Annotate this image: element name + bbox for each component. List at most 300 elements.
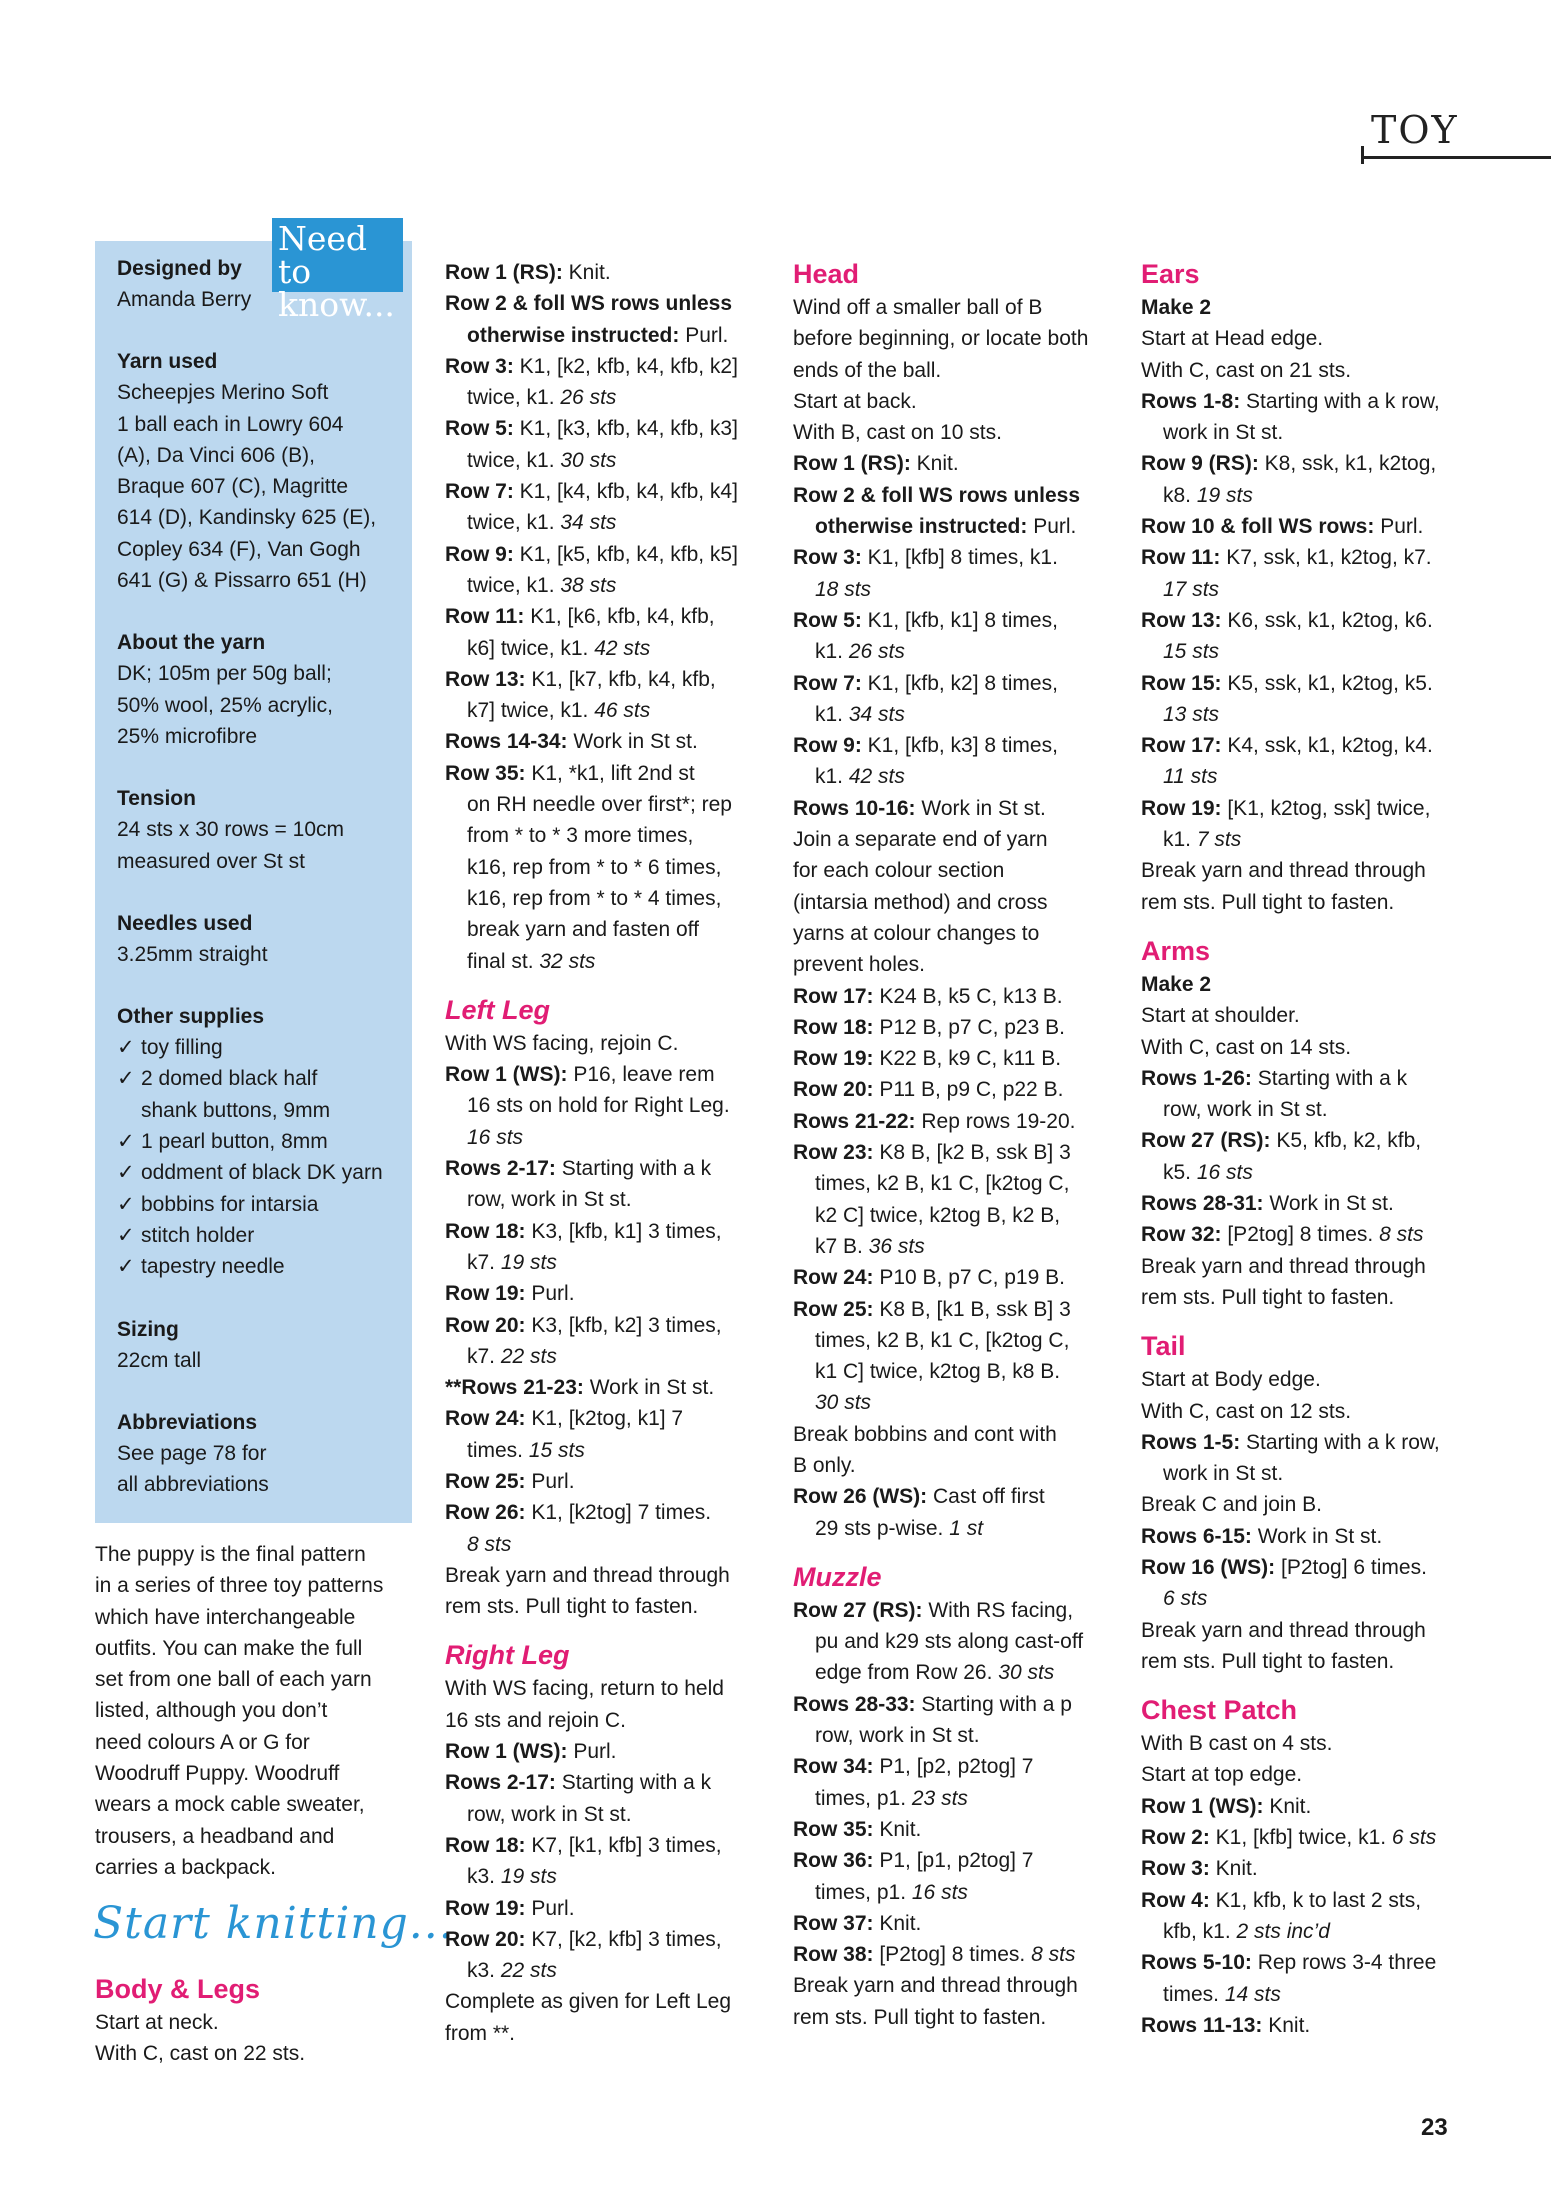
supply-text: stitch holder — [141, 1223, 255, 1247]
check-icon: ✓ — [117, 1223, 135, 1247]
row-label: Row 18: — [793, 1015, 874, 1039]
pattern-line — [793, 1751, 1133, 1782]
instruction-text: K1, [k7, kfb, k4, kfb, — [525, 667, 716, 691]
intro-line: which have interchangeable — [95, 1605, 356, 1629]
sidebar-text: 641 (G) & Pissarro 651 (H) — [117, 569, 367, 593]
instruction-text: twice, k1. — [467, 448, 561, 472]
row-label: Row 9: — [445, 542, 514, 566]
pattern-line — [1141, 1032, 1481, 1063]
supply-text: tapestry needle — [141, 1255, 285, 1279]
intro-line: trousers, a headband and — [95, 1824, 335, 1848]
pattern-line — [1141, 824, 1481, 855]
row-label: Row 1 (WS): — [445, 1740, 568, 1764]
instruction-text: K7, [k2, kfb] 3 times, — [525, 1927, 722, 1951]
pattern-line — [445, 1893, 785, 1924]
instruction-text: K1, [kfb, k2] 8 times, — [861, 671, 1058, 695]
pattern-line — [1141, 605, 1481, 636]
intro-line: Woodruff Puppy. Woodruff — [95, 1762, 340, 1786]
pattern-line — [1141, 1364, 1481, 1395]
instruction-text: k3. — [467, 1865, 501, 1889]
row-label: Row 35: — [445, 761, 526, 785]
pattern-line — [793, 1419, 1133, 1450]
pattern-line — [445, 476, 785, 507]
pattern-line — [793, 918, 1133, 949]
stitch-count: 22 sts — [500, 1959, 557, 1983]
pattern-line — [1141, 1552, 1481, 1583]
row-label: Row 7: — [793, 671, 862, 695]
instruction-text: Wind off a smaller ball of B — [793, 296, 1043, 319]
page-number: 23 — [1421, 2114, 1448, 2141]
pattern-line — [445, 1767, 785, 1798]
row-label: Row 18: — [445, 1219, 526, 1243]
instruction-text: Purl. — [525, 1282, 575, 1306]
pattern-line: With C, cast on 22 sts. — [95, 2042, 306, 2066]
supply-item — [117, 1126, 390, 1157]
pattern-line — [1141, 855, 1481, 886]
instruction-text: With WS facing, rejoin C. — [445, 1031, 679, 1055]
instruction-text: Purl. — [567, 1740, 617, 1764]
instruction-text: With C, cast on 12 sts. — [1141, 1399, 1352, 1423]
supply-item — [117, 1032, 390, 1063]
row-label: Row 10 & foll WS rows: — [1141, 515, 1375, 539]
section-spacer — [445, 1622, 785, 1638]
instruction-text: K8 B, [k2 B, ssk B] 3 — [873, 1141, 1071, 1165]
pattern-line — [793, 1783, 1133, 1814]
instruction-text: P11 B, p9 C, p22 B. — [873, 1078, 1064, 1102]
instruction-text: times, p1. — [815, 1786, 912, 1810]
row-label: Rows 11-13: — [1141, 2013, 1263, 2037]
row-label: Make 2 — [1141, 296, 1212, 319]
intro-line: wears a mock cable sweater, — [95, 1793, 365, 1817]
pattern-line — [793, 2002, 1133, 2033]
instruction-text: row, work in St st. — [467, 1188, 632, 1212]
row-label: Row 34: — [793, 1755, 874, 1779]
instruction-text: K1, [kfb] twice, k1. — [1209, 1826, 1392, 1850]
badge-line-2: know... — [278, 285, 395, 324]
instruction-text: k8. — [1163, 483, 1197, 507]
instruction-text: 29 sts p-wise. — [815, 1516, 950, 1540]
instruction-text: k1. — [1163, 828, 1197, 852]
pattern-line — [1141, 480, 1481, 511]
instruction-text: Purl. — [1374, 515, 1424, 539]
instruction-text: break yarn and fasten off — [467, 918, 699, 942]
stitch-count: 30 sts — [815, 1391, 872, 1415]
instruction-text: P12 B, p7 C, p23 B. — [873, 1015, 1065, 1039]
instruction-text: edge from Row 26. — [815, 1661, 999, 1685]
instruction-text: k7] twice, k1. — [467, 699, 595, 723]
pattern-line — [445, 1924, 785, 1955]
pattern-line — [445, 1705, 785, 1736]
pattern-line — [793, 1595, 1133, 1626]
instruction-text: Cast off first — [927, 1485, 1045, 1509]
pattern-line — [445, 1341, 785, 1372]
row-label: Row 1 (RS): — [445, 261, 563, 284]
instruction-text: K1, [kfb, k1] 8 times, — [861, 608, 1058, 632]
pattern-line — [793, 1106, 1133, 1137]
pattern-line — [793, 730, 1133, 761]
stitch-count: 30 sts — [998, 1661, 1055, 1685]
row-label: Row 19: — [445, 1896, 526, 1920]
instruction-text: Start at shoulder. — [1141, 1004, 1300, 1028]
section-heading-head: Head — [793, 259, 860, 289]
stitch-count: 36 sts — [868, 1234, 925, 1258]
row-label: Rows 28-31: — [1141, 1192, 1264, 1216]
pattern-line — [1141, 1615, 1481, 1646]
instruction-text: final st. — [467, 949, 540, 973]
pattern-line — [445, 2018, 785, 2049]
stitch-count: 26 sts — [560, 386, 617, 410]
instruction-text: Knit. — [873, 1911, 922, 1935]
pattern-line — [445, 570, 785, 601]
instruction-text: K1, [k5, kfb, k4, kfb, k5] — [513, 542, 738, 566]
row-label: Make 2 — [1141, 972, 1212, 996]
supply-text: 1 pearl button, 8mm — [141, 1130, 328, 1154]
instruction-text: K8, ssk, k1, k2tog, — [1258, 452, 1437, 476]
instruction-text: Work in St st. — [1263, 1192, 1394, 1216]
section-heading-left-leg: Left Leg — [445, 994, 550, 1025]
sidebar-block-other-supplies — [117, 1001, 390, 1282]
check-icon: ✓ — [117, 1161, 135, 1185]
row-label: Row 7: — [445, 480, 514, 504]
section-spacer — [1141, 918, 1481, 934]
row-label: Row 36: — [793, 1849, 874, 1873]
row-label: Row 26: — [445, 1501, 526, 1525]
sidebar-text: Amanda Berry — [117, 288, 252, 311]
instruction-text: Break yarn and thread through — [793, 1974, 1078, 1998]
instruction-text: k2 C] twice, k2tog B, k2 B, — [815, 1203, 1061, 1227]
pattern-line — [445, 695, 785, 726]
stitch-count: 2 sts inc’d — [1236, 1919, 1330, 1943]
instruction-text: k5. — [1163, 1160, 1197, 1184]
pattern-line — [793, 417, 1133, 448]
instruction-text: rem sts. Pull tight to fasten. — [793, 2005, 1047, 2029]
instruction-text: Start at Head edge. — [1141, 327, 1324, 351]
section-spacer — [1141, 1677, 1481, 1693]
row-label: Row 13: — [1141, 608, 1222, 632]
pattern-line — [1141, 887, 1481, 918]
stitch-count: 16 sts — [911, 1880, 968, 1904]
intro-line: carries a backpack. — [95, 1855, 276, 1879]
stitch-count: 16 sts — [1196, 1160, 1253, 1184]
pattern-line — [1141, 292, 1481, 323]
instruction-text: Break yarn and thread through — [1141, 1254, 1426, 1278]
pattern-line — [793, 1356, 1133, 1387]
sidebar-heading: Other supplies — [117, 1005, 265, 1029]
sidebar-text: 25% microfibre — [117, 724, 258, 748]
sidebar-text: (A), Da Vinci 606 (B), — [117, 443, 316, 467]
instruction-text: Break bobbins and cont with — [793, 1422, 1057, 1446]
pattern-line — [1141, 542, 1481, 573]
instruction-text: B only. — [793, 1453, 856, 1477]
pattern-line — [1141, 355, 1481, 386]
pattern-line — [445, 1153, 785, 1184]
instruction-text: ends of the ball. — [793, 358, 942, 382]
row-label: Rows 28-33: — [793, 1692, 916, 1716]
section-tag-text: TOY — [1371, 108, 1459, 152]
instruction-text: Work in St st. — [567, 730, 698, 754]
section-spacer — [793, 1544, 1133, 1560]
pattern-line — [445, 1403, 785, 1434]
row-label: Rows 6-15: — [1141, 1524, 1252, 1548]
instruction-text: rem sts. Pull tight to fasten. — [1141, 1649, 1395, 1673]
instruction-text: [P2tog] 8 times. — [873, 1943, 1032, 1967]
row-label: Row 27 (RS): — [1141, 1129, 1271, 1153]
pattern-line — [445, 257, 785, 288]
row-label: Rows 14-34: — [445, 730, 568, 754]
pattern-line — [445, 539, 785, 570]
section-heading-arms: Arms — [1141, 935, 1211, 966]
pattern-line — [445, 1529, 785, 1560]
intro-paragraph — [95, 1539, 425, 1883]
instruction-text: k1. — [815, 640, 849, 664]
stitch-count: 15 sts — [528, 1438, 585, 1462]
pattern-column-1 — [445, 257, 785, 2049]
stitch-count: 26 sts — [848, 640, 905, 664]
instruction-text: from * to * 3 more times, — [467, 824, 694, 848]
instruction-text: 16 sts and rejoin C. — [445, 1708, 626, 1732]
instruction-text: Complete as given for Left Leg — [445, 1990, 732, 2014]
stitch-count: 16 sts — [467, 1125, 524, 1149]
pattern-line — [445, 507, 785, 538]
sidebar-block-abbreviations — [117, 1407, 390, 1501]
pattern-line — [445, 1435, 785, 1466]
pattern-line — [793, 1814, 1133, 1845]
pattern-line — [793, 1074, 1133, 1105]
pattern-line — [1141, 1125, 1481, 1156]
sidebar-text: all abbreviations — [117, 1473, 269, 1497]
pattern-line — [793, 1720, 1133, 1751]
pattern-line — [793, 1939, 1133, 1970]
pattern-line — [1141, 511, 1481, 542]
row-label: Row 5: — [445, 417, 514, 441]
instruction-text: K7, ssk, k1, k2tog, k7. — [1220, 546, 1432, 570]
instruction-text: times. — [1163, 1982, 1225, 2006]
row-label: Row 25: — [793, 1297, 874, 1321]
instruction-text: work in St st. — [1163, 421, 1284, 445]
instruction-text: twice, k1. — [467, 573, 561, 597]
pattern-line — [793, 793, 1133, 824]
stitch-count: 13 sts — [1163, 702, 1220, 726]
stitch-count: 19 sts — [500, 1250, 557, 1274]
stitch-count: 14 sts — [1224, 1982, 1281, 2006]
row-label: Row 13: — [445, 667, 526, 691]
pattern-line — [445, 1861, 785, 1892]
section-spacer — [445, 977, 785, 993]
row-label: Row 1 (RS): — [793, 452, 911, 476]
instruction-text: K1, [k2tog] 7 times. — [525, 1501, 712, 1525]
pattern-line — [793, 761, 1133, 792]
sidebar-text: measured over St st — [117, 849, 305, 873]
row-label: Row 15: — [1141, 671, 1222, 695]
instruction-text: [K1, k2tog, ssk] twice, — [1221, 796, 1431, 820]
stitch-count: 34 sts — [560, 511, 617, 535]
instruction-text: twice, k1. — [467, 511, 561, 535]
instruction-text: prevent holes. — [793, 953, 925, 977]
stitch-count: 6 sts — [1163, 1587, 1208, 1611]
pattern-line — [445, 1278, 785, 1309]
pattern-line — [1141, 1094, 1481, 1125]
check-icon: ✓ — [117, 1192, 135, 1216]
instruction-text: row, work in St st. — [1163, 1098, 1328, 1122]
pattern-line — [1141, 969, 1481, 1000]
section-heading-chest-patch: Chest Patch — [1141, 1695, 1298, 1726]
pattern-line — [793, 1689, 1133, 1720]
sidebar-block-tension — [117, 783, 390, 877]
badge-line-1: Need to — [278, 219, 368, 291]
row-label: Row 20: — [793, 1078, 874, 1102]
stitch-count: 19 sts — [1196, 483, 1253, 507]
pattern-line — [793, 480, 1133, 511]
pattern-line — [793, 1294, 1133, 1325]
pattern-line — [793, 1877, 1133, 1908]
pattern-line — [1141, 1251, 1481, 1282]
pattern-line — [1141, 1759, 1481, 1790]
pattern-line — [445, 445, 785, 476]
pattern-line — [793, 1513, 1133, 1544]
instruction-text: Break C and join B. — [1141, 1493, 1322, 1517]
pattern-line — [793, 1043, 1133, 1074]
instruction-text: for each colour section — [793, 859, 1005, 883]
instruction-text: times, k2 B, k1 C, [k2tog C, — [815, 1172, 1070, 1196]
pattern-line — [793, 1168, 1133, 1199]
instruction-text: 16 sts on hold for Right Leg. — [467, 1094, 730, 1118]
instruction-text: Start at back. — [793, 389, 917, 413]
instruction-text: rem sts. Pull tight to fasten. — [445, 1595, 699, 1619]
pattern-line — [1141, 1458, 1481, 1489]
instruction-text: Starting with a p — [915, 1692, 1072, 1716]
pattern-line — [1141, 1396, 1481, 1427]
row-label: Row 1 (WS): — [445, 1063, 568, 1087]
pattern-line — [793, 855, 1133, 886]
pattern-line — [1141, 417, 1481, 448]
pattern-line — [793, 1231, 1133, 1262]
instruction-text: Starting with a k — [555, 1157, 712, 1181]
instruction-text: K24 B, k5 C, k13 B. — [873, 984, 1063, 1008]
pattern-line — [1141, 2010, 1481, 2041]
row-label: Row 19: — [445, 1282, 526, 1306]
pattern-line — [445, 1830, 785, 1861]
pattern-line — [445, 1372, 785, 1403]
section-heading-right-leg: Right Leg — [445, 1640, 570, 1671]
stitch-count: 8 sts — [467, 1532, 512, 1556]
pattern-line — [445, 1497, 785, 1528]
pattern-line — [445, 1247, 785, 1278]
pattern-line — [793, 1481, 1133, 1512]
pattern-line — [445, 382, 785, 413]
pattern-line — [1141, 1646, 1481, 1677]
instruction-text: P1, [p2, p2tog] 7 — [873, 1755, 1034, 1779]
pattern-line — [1141, 1583, 1481, 1614]
stitch-count: 11 sts — [1163, 765, 1218, 789]
pattern-line — [1141, 574, 1481, 605]
pattern-line — [793, 1450, 1133, 1481]
stitch-count: 22 sts — [500, 1344, 557, 1368]
row-label: Rows 1-8: — [1141, 389, 1241, 413]
instruction-text: Start at top edge. — [1141, 1763, 1303, 1787]
sidebar-heading: Designed by — [117, 257, 242, 280]
stitch-count: 30 sts — [560, 448, 617, 472]
instruction-text: k7. — [467, 1344, 501, 1368]
pattern-line — [445, 1028, 785, 1059]
instruction-text: Start at Body edge. — [1141, 1368, 1321, 1392]
pattern-line — [793, 1387, 1133, 1418]
pattern-line — [793, 542, 1133, 573]
pattern-line — [445, 1673, 785, 1704]
pattern-line — [1141, 1916, 1481, 1947]
instruction-text: work in St st. — [1163, 1462, 1284, 1486]
instruction-text: Work in St st. — [915, 796, 1046, 820]
instruction-text: Knit. — [873, 1817, 922, 1841]
instruction-text: Knit. — [1262, 2013, 1311, 2037]
sidebar-text: Copley 634 (F), Van Gogh — [117, 537, 361, 561]
instruction-text: times, p1. — [815, 1880, 912, 1904]
instruction-text: With RS facing, — [922, 1598, 1074, 1622]
pattern-line — [1141, 1853, 1481, 1884]
intro-line: need colours A or G for — [95, 1730, 310, 1754]
pattern-line — [1141, 323, 1481, 354]
row-label: Row 9: — [793, 734, 862, 758]
pattern-line — [793, 355, 1133, 386]
pattern-line — [1141, 699, 1481, 730]
instruction-text: K6, ssk, k1, k2tog, k6. — [1221, 608, 1433, 632]
pattern-line — [445, 1090, 785, 1121]
supply-item — [117, 1095, 390, 1126]
row-label: Row 2: — [1141, 1826, 1210, 1850]
instruction-text: k16, rep from * to * 4 times, — [467, 886, 722, 910]
pattern-line — [793, 1845, 1133, 1876]
pattern-line — [793, 1626, 1133, 1657]
stitch-count: 8 sts — [1031, 1943, 1076, 1967]
section-spacer — [1141, 1313, 1481, 1329]
instruction-text: row, work in St st. — [467, 1802, 632, 1826]
pattern-line — [793, 887, 1133, 918]
instruction-text: K1, [k2tog, k1] 7 — [525, 1407, 684, 1431]
pattern-line — [445, 664, 785, 695]
row-label: Row 18: — [445, 1833, 526, 1857]
row-label: Row 3: — [793, 546, 862, 570]
row-label: Rows 1-26: — [1141, 1066, 1252, 1090]
row-label: Row 20: — [445, 1313, 526, 1337]
row-label: Row 20: — [445, 1927, 526, 1951]
row-label: Row 2 & foll WS rows unless — [445, 292, 733, 316]
instruction-text: With B, cast on 10 sts. — [793, 421, 1002, 445]
row-label: Row 9 (RS): — [1141, 452, 1259, 476]
stitch-count: 42 sts — [848, 765, 905, 789]
instruction-text: k3. — [467, 1959, 501, 1983]
pattern-line — [1141, 1427, 1481, 1458]
supply-item — [117, 1251, 390, 1282]
check-icon: ✓ — [117, 1130, 135, 1154]
pattern-line — [1141, 1521, 1481, 1552]
sidebar-text: See page 78 for — [117, 1441, 267, 1465]
sidebar-heading: Tension — [117, 787, 196, 811]
supply-text: bobbins for intarsia — [141, 1192, 319, 1216]
instruction-text: Starting with a k row, — [1240, 389, 1440, 413]
supply-item — [117, 1157, 390, 1188]
sidebar-heading: Abbreviations — [117, 1410, 258, 1434]
pattern-line — [445, 1955, 785, 1986]
supply-item — [117, 1063, 390, 1094]
row-label: Row 25: — [445, 1469, 526, 1493]
pattern-line — [1141, 636, 1481, 667]
stitch-count: 6 sts — [1391, 1826, 1437, 1850]
sidebar-text: 50% wool, 25% acrylic, — [117, 693, 333, 717]
instruction-text: Break yarn and thread through — [1141, 1618, 1426, 1642]
instruction-text: K22 B, k9 C, k11 B. — [873, 1047, 1062, 1071]
sidebar-text: 24 sts x 30 rows = 10cm — [117, 818, 345, 842]
instruction-text: Knit. — [1263, 1794, 1312, 1818]
row-label: Row 3: — [445, 354, 514, 378]
